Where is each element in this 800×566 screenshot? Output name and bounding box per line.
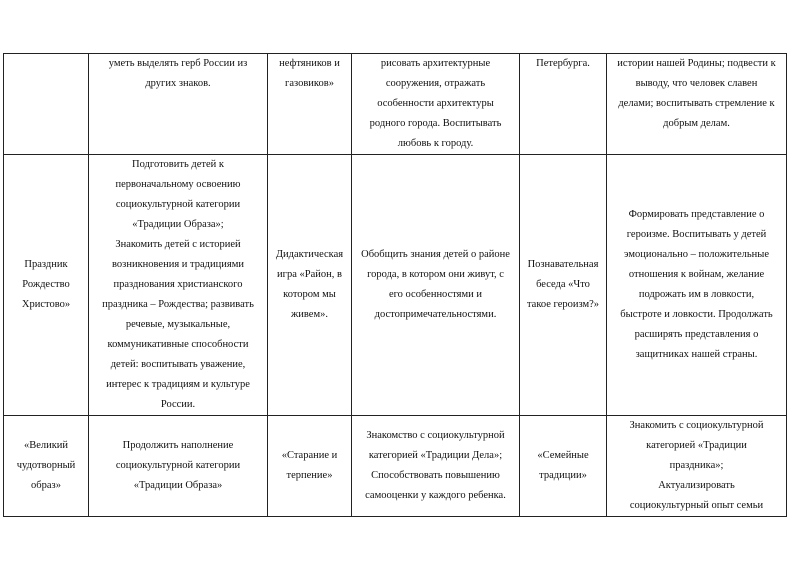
table-cell-activity-2: «Семейные традиции»: [520, 416, 607, 517]
table-cell-activity: «Старание и терпение»: [268, 416, 352, 517]
table-cell-activity-2: Познавательная беседа «Что такое героизм?»: [520, 155, 607, 416]
table-cell-theme: Праздник Рождество Христово»: [4, 155, 89, 416]
table-cell-activity-2-goals: истории нашей Родины; подвести к выводу, что человек славен делами; воспитывать стремление к добрым делам.: [607, 54, 787, 155]
table-cell-activity-2-goals: Формировать представление о героизме. Воспитывать у детей эмоционально – положительные отношения к войнам, желание подрожать им в ловкости, быстроте и ловкости. Продолжать расширять представления о защитниках нашей страны.: [607, 155, 787, 416]
table-cell-activity-goals: Знакомство с социокультурной категорией «Традиции Дела»; Способствовать повышению самооценки у каждого ребенка.: [352, 416, 520, 517]
table-cell-activity-goals: Обобщить знания детей о районе города, в котором они живут, с его особенностями и достопримечательностями.: [352, 155, 520, 416]
table-cell-activity: Дидактическая игра «Район, в котором мы живем».: [268, 155, 352, 416]
activities-table: [3, 53, 787, 517]
table-cell-theme: «Великий чудотворный образ»: [4, 416, 89, 517]
table-row: [4, 54, 787, 155]
table-cell-goals: Продолжить наполнение социокультурной категории «Традиции Образа»: [89, 416, 268, 517]
table-cell-goals: Подготовить детей к первоначальному освоению социокультурной категории «Традиции Образа»; Знакомить детей с историей возникновения и традициями празднования христианского праздника – Рождества; развивать речевые, музыкальные, коммуникативные способности детей: воспитывать уважение, интерес к традициям и культуре России.: [89, 155, 268, 416]
table-cell-activity-2: Петербурга.: [520, 54, 607, 155]
table-cell-activity-goals: рисовать архитектурные сооружения, отражать особенности архитектуры родного города. Воспитывать любовь к городу.: [352, 54, 520, 155]
table-row: [4, 416, 787, 517]
table-cell-activity-2-goals: Знакомить с социокультурной категорией «Традиции праздника»; Актуализировать социокультурный опыт семьи: [607, 416, 787, 517]
table-cell-activity: нефтяников и газовиков»: [268, 54, 352, 155]
table-cell-goals: уметь выделять герб России из других знаков.: [89, 54, 268, 155]
table-row: [4, 155, 787, 416]
table-cell-theme: [4, 54, 89, 155]
